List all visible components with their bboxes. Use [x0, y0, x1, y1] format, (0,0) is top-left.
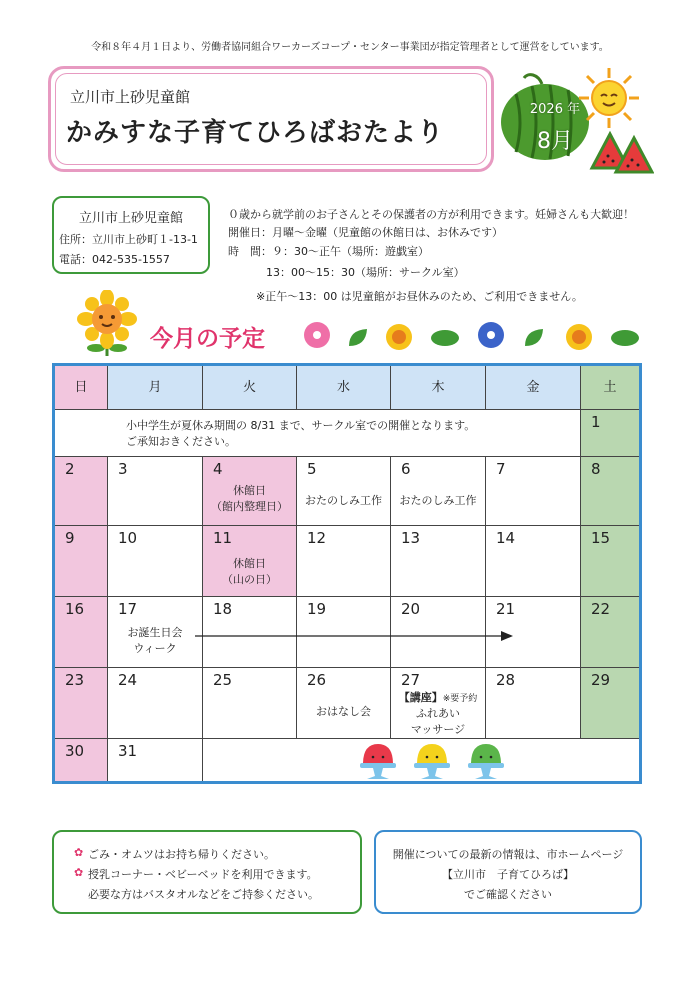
note-item: ごみ・オムツはお持ち帰りください。: [88, 848, 275, 861]
day-number: 4: [213, 460, 223, 478]
day-number: 13: [401, 529, 421, 547]
note-item: 授乳コーナー・ベビーベッドを利用できます。: [88, 868, 318, 881]
newsletter-title: かみすな子育てひろばおたより: [66, 118, 445, 148]
facility-phone: 電話：042-535-1557: [59, 253, 170, 266]
sun-icon: [577, 66, 641, 130]
day-cell: [581, 457, 639, 526]
day-number: 20: [401, 600, 421, 618]
day-cell: [297, 668, 391, 739]
homepage-line: でご確認ください: [464, 888, 552, 901]
day-number: 24: [118, 671, 138, 689]
day-cell: [391, 526, 486, 597]
event-label: おたのしみ工作: [305, 494, 382, 507]
event-label: おはなし会: [316, 705, 371, 718]
closed-label: 休館日: [233, 557, 266, 570]
note-item: 必要な方はバスタオルなどをご持参ください。: [88, 888, 319, 901]
flower-bullet-icon: ✿: [74, 866, 84, 879]
month-label: 8月: [537, 129, 573, 154]
day-cell: [486, 457, 581, 526]
day-cell: [55, 526, 108, 597]
day-number: 16: [65, 600, 85, 618]
day-cell: [108, 526, 203, 597]
day-number: 8: [591, 460, 601, 478]
day-cell: [297, 457, 391, 526]
arrow-icon: [195, 630, 515, 642]
day-cell: [108, 668, 203, 739]
weekday-tuesday: 火: [203, 366, 297, 410]
day-number: 15: [591, 529, 611, 547]
day-cell: [581, 597, 639, 668]
birthday-week-label-2: ウィーク: [133, 642, 177, 655]
day-number: 22: [591, 600, 611, 618]
event-label-2: マッサージ: [410, 723, 466, 736]
day-number: 10: [118, 529, 138, 547]
weekday-sunday: 日: [55, 366, 108, 410]
shaved-ice-icon: [355, 742, 401, 780]
day-cell: [55, 457, 108, 526]
day-number: 3: [118, 460, 128, 478]
leaf-icon: [430, 328, 460, 348]
day-cell: [108, 739, 203, 781]
day-cell: [203, 668, 297, 739]
day-cell: [108, 597, 203, 668]
day-number: 25: [213, 671, 233, 689]
homepage-line: 開催についての最新の情報は、市ホームページ: [392, 848, 624, 861]
closed-label: 休館日: [233, 484, 266, 497]
day-cell-closed: [203, 526, 297, 597]
watermelon-slice-icon: [588, 128, 654, 174]
day-cell: [581, 526, 639, 597]
shaved-ice-icon: [463, 742, 509, 780]
usage-days: 開催日：月曜～金曜（児童館の休館日は、お休みです）: [228, 226, 503, 239]
day-number: 12: [307, 529, 327, 547]
day-cell: [108, 457, 203, 526]
day-number: 29: [591, 671, 611, 689]
closed-reason: （館内整理日）: [211, 500, 288, 513]
day-number: 18: [213, 600, 233, 618]
year-label: 2026 年: [529, 102, 581, 117]
day-number: 23: [65, 671, 85, 689]
calendar-grid: [52, 363, 642, 784]
morning-glory-icon: [476, 320, 506, 350]
weekday-saturday: 土: [581, 366, 639, 410]
calendar-notice: 小中学生が夏休み期間の 8/31 まで、サークル室での開催となります。 ご承知おきください。: [126, 419, 476, 448]
usage-eligibility: ０歳から就学前のお子さんとその保護者の方が利用できます。妊婦さんも大歓迎！: [228, 208, 635, 221]
day-cell-closed: [203, 457, 297, 526]
lecture-tag: 【講座】※要予約: [398, 691, 478, 704]
usage-lunch-note: ※正午～13：00 は児童館がお昼休みのため、ご利用できません。: [256, 290, 583, 303]
day-number: 6: [401, 460, 411, 478]
day-number: 9: [65, 529, 75, 547]
event-label: ふれあい: [416, 707, 460, 720]
day-cell: [55, 597, 108, 668]
weekday-friday: 金: [486, 366, 581, 410]
day-number: 27: [401, 671, 421, 689]
day-cell: [391, 457, 486, 526]
sunflower-icon: [74, 290, 140, 356]
weekday-monday: 月: [108, 366, 203, 410]
morning-glory-icon: [302, 320, 332, 350]
usage-hours-morning: 時 間：９：30～正午（場所：遊戯室）: [228, 245, 429, 258]
day-cell: [55, 739, 108, 781]
facility-address: 住所：立川市上砂町１-13-1: [59, 233, 198, 246]
day-number: 30: [65, 742, 85, 760]
day-cell: [486, 526, 581, 597]
schedule-heading: 今月の予定: [150, 326, 265, 352]
facility-name: 立川市上砂児童館: [70, 88, 191, 106]
weekday-wednesday: 水: [297, 366, 391, 410]
operator-notice: 令和８年４月１日より、労働者協同組合ワーカーズコープ・センター事業団が指定管理者として運営をしています。: [91, 42, 609, 53]
day-cell: [297, 526, 391, 597]
day-number: 5: [307, 460, 317, 478]
day-number: 21: [496, 600, 516, 618]
day-cell: [55, 668, 108, 739]
day-number: 26: [307, 671, 327, 689]
day-cell: [391, 668, 486, 739]
homepage-link-text: 【立川市 子育てひろば】: [442, 868, 574, 881]
day-number: 1: [591, 413, 601, 431]
closed-reason: （山の日）: [222, 573, 277, 586]
sunflower-icon: [384, 322, 414, 352]
leaf-icon: [522, 326, 546, 350]
event-label: おたのしみ工作: [399, 494, 477, 507]
day-number: 14: [496, 529, 516, 547]
day-number: 7: [496, 460, 506, 478]
day-number: 31: [118, 742, 138, 760]
day-number: 19: [307, 600, 327, 618]
day-cell: [486, 668, 581, 739]
shaved-ice-icon: [409, 742, 455, 780]
leaf-icon: [610, 328, 640, 348]
usage-hours-afternoon: 13：00～15：30（場所：サークル室）: [266, 266, 465, 279]
day-cell: [581, 410, 639, 457]
day-cell: [581, 668, 639, 739]
birthday-week-label: お誕生日会: [127, 626, 183, 639]
sunflower-icon: [564, 322, 594, 352]
day-number: 28: [496, 671, 516, 689]
leaf-icon: [346, 326, 370, 350]
weekday-thursday: 木: [391, 366, 486, 410]
day-number: 11: [213, 529, 233, 547]
facility-info-name: 立川市上砂児童館: [78, 211, 183, 226]
calendar-notice-cell: [55, 410, 581, 457]
flower-bullet-icon: ✿: [74, 846, 84, 859]
day-number: 17: [118, 600, 138, 618]
day-number: 2: [65, 460, 75, 478]
